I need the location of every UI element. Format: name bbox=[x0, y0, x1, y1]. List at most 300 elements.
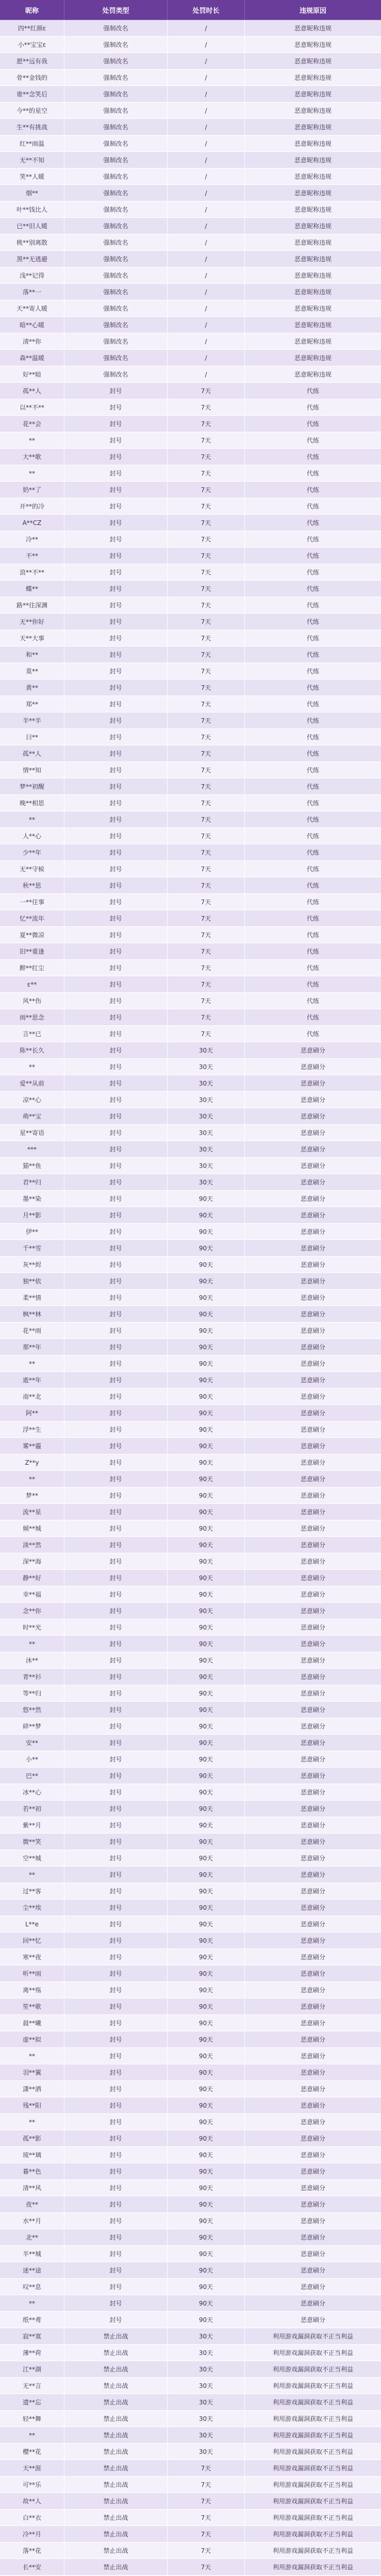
nickname-cell: 安** bbox=[0, 1735, 64, 1751]
penalty-type-cell: 封号 bbox=[64, 2246, 168, 2262]
penalty-type-cell: 封号 bbox=[64, 877, 168, 894]
duration-cell: 90天 bbox=[168, 1636, 245, 1652]
duration-cell: 7天 bbox=[168, 894, 245, 910]
nickname-cell: 冰**心 bbox=[0, 1784, 64, 1801]
duration-cell: 90天 bbox=[168, 1916, 245, 1933]
table-row bbox=[0, 597, 381, 614]
reason-cell: 恶意刷分 bbox=[245, 1141, 381, 1158]
penalty-type-cell: 封号 bbox=[64, 2213, 168, 2229]
reason-cell: 恶意刷分 bbox=[245, 2015, 381, 2031]
nickname-cell: 浮**生 bbox=[0, 1421, 64, 1438]
table-row bbox=[0, 1636, 381, 1652]
table-row bbox=[0, 300, 381, 317]
nickname-cell: 冷**月 bbox=[0, 2526, 64, 2543]
penalty-type-cell: 封号 bbox=[64, 647, 168, 663]
duration-cell: 7天 bbox=[168, 993, 245, 1009]
duration-cell: 7天 bbox=[168, 2493, 245, 2510]
reason-cell: 代练 bbox=[245, 1026, 381, 1042]
nickname-cell: 青**衫 bbox=[0, 1669, 64, 1685]
duration-cell: / bbox=[168, 317, 245, 333]
penalty-type-cell: 封号 bbox=[64, 778, 168, 795]
nickname-cell: 陈**长久 bbox=[0, 1042, 64, 1059]
reason-cell: 代练 bbox=[245, 729, 381, 745]
nickname-cell: 君**归 bbox=[0, 1174, 64, 1191]
nickname-cell: 半**半 bbox=[0, 713, 64, 729]
reason-cell: 恶意刷分 bbox=[245, 2213, 381, 2229]
table-row bbox=[0, 103, 381, 119]
reason-cell: 恶意刷分 bbox=[245, 2163, 381, 2180]
nickname-cell: 长**安 bbox=[0, 2559, 64, 2575]
duration-cell: 90天 bbox=[168, 1801, 245, 1817]
duration-cell: 7天 bbox=[168, 2526, 245, 2543]
table-row bbox=[0, 2130, 381, 2147]
table-row bbox=[0, 1454, 381, 1471]
nickname-cell: 言**已 bbox=[0, 1026, 64, 1042]
reason-cell: 恶意刷分 bbox=[245, 1801, 381, 1817]
table-row bbox=[0, 1009, 381, 1026]
nickname-cell: 空**城 bbox=[0, 1850, 64, 1867]
duration-cell: / bbox=[168, 300, 245, 317]
nickname-cell: 凉**心 bbox=[0, 1092, 64, 1108]
penalty-type-cell: 强制改名 bbox=[64, 333, 168, 350]
table-row bbox=[0, 201, 381, 218]
table-row bbox=[0, 1834, 381, 1850]
nickname-cell: 雨**思念 bbox=[0, 1009, 64, 1026]
duration-cell: 7天 bbox=[168, 828, 245, 844]
reason-cell: 代练 bbox=[245, 581, 381, 597]
nickname-cell: 冷** bbox=[0, 531, 64, 548]
nickname-cell: 清**你 bbox=[0, 333, 64, 350]
nickname-cell: 琉**璃 bbox=[0, 2147, 64, 2163]
table-row bbox=[0, 1438, 381, 1454]
penalty-type-cell: 强制改名 bbox=[64, 119, 168, 135]
reason-cell: 利用游戏漏洞获取不正当利益 bbox=[245, 2510, 381, 2526]
duration-cell: 90天 bbox=[168, 1191, 245, 1207]
nickname-cell: 羽**翼 bbox=[0, 2064, 64, 2081]
header-penalty-type: 处罚类型 bbox=[64, 0, 168, 20]
reason-cell: 利用游戏漏洞获取不正当利益 bbox=[245, 2328, 381, 2345]
table-row bbox=[0, 366, 381, 383]
duration-cell: 7天 bbox=[168, 910, 245, 927]
nickname-cell: 小** bbox=[0, 1751, 64, 1768]
reason-cell: 恶意昵称违规 bbox=[245, 103, 381, 119]
nickname-cell: ** bbox=[0, 432, 64, 449]
reason-cell: 恶意刷分 bbox=[245, 1273, 381, 1290]
penalty-type-cell: 封号 bbox=[64, 2196, 168, 2213]
penalty-type-cell: 禁止出战 bbox=[64, 2493, 168, 2510]
reason-cell: 利用游戏漏洞获取不正当利益 bbox=[245, 2543, 381, 2559]
nickname-cell: 落**一 bbox=[0, 284, 64, 300]
table-row bbox=[0, 86, 381, 103]
reason-cell: 代练 bbox=[245, 630, 381, 647]
reason-cell: 代练 bbox=[245, 564, 381, 581]
nickname-cell: 江**湖 bbox=[0, 2361, 64, 2378]
table-row bbox=[0, 1735, 381, 1751]
table-row bbox=[0, 1751, 381, 1768]
nickname-cell: ** bbox=[0, 2048, 64, 2064]
duration-cell: 90天 bbox=[168, 1900, 245, 1916]
duration-cell: / bbox=[168, 103, 245, 119]
penalty-type-cell: 封号 bbox=[64, 910, 168, 927]
reason-cell: 恶意刷分 bbox=[245, 1570, 381, 1586]
table-row bbox=[0, 1207, 381, 1224]
nickname-cell: 回**忆 bbox=[0, 1933, 64, 1949]
nickname-cell: 墨**染 bbox=[0, 1191, 64, 1207]
duration-cell: 7天 bbox=[168, 762, 245, 778]
duration-cell: 7天 bbox=[168, 663, 245, 680]
duration-cell: 90天 bbox=[168, 1652, 245, 1669]
nickname-cell: 梦** bbox=[0, 1487, 64, 1504]
penalty-type-cell: 封号 bbox=[64, 432, 168, 449]
penalty-type-cell: 封号 bbox=[64, 828, 168, 844]
duration-cell: 7天 bbox=[168, 2460, 245, 2477]
duration-cell: 7天 bbox=[168, 877, 245, 894]
table-row bbox=[0, 1619, 381, 1636]
reason-cell: 恶意刷分 bbox=[245, 1454, 381, 1471]
nickname-cell: ε** bbox=[0, 976, 64, 993]
penalty-type-cell: 强制改名 bbox=[64, 103, 168, 119]
table-row bbox=[0, 333, 381, 350]
reason-cell: 恶意刷分 bbox=[245, 1553, 381, 1570]
reason-cell: 利用游戏漏洞获取不正当利益 bbox=[245, 2493, 381, 2510]
penalty-type-cell: 封号 bbox=[64, 399, 168, 416]
penalty-type-cell: 封号 bbox=[64, 1965, 168, 1982]
duration-cell: 90天 bbox=[168, 1586, 245, 1603]
nickname-cell: 天**寄人暖 bbox=[0, 300, 64, 317]
duration-cell: 90天 bbox=[168, 2262, 245, 2279]
penalty-type-cell: 封号 bbox=[64, 2312, 168, 2328]
duration-cell: 7天 bbox=[168, 861, 245, 877]
table-row bbox=[0, 1355, 381, 1372]
table-row bbox=[0, 531, 381, 548]
duration-cell: 7天 bbox=[168, 1009, 245, 1026]
table-row bbox=[0, 1290, 381, 1306]
duration-cell: 7天 bbox=[168, 531, 245, 548]
duration-cell: 90天 bbox=[168, 2279, 245, 2295]
nickname-cell: 蝶** bbox=[0, 581, 64, 597]
duration-cell: / bbox=[168, 333, 245, 350]
reason-cell: 代练 bbox=[245, 498, 381, 515]
nickname-cell: 夜** bbox=[0, 2196, 64, 2213]
nickname-cell: 路**往深渊 bbox=[0, 597, 64, 614]
nickname-cell: 残**阳 bbox=[0, 2097, 64, 2114]
table-row bbox=[0, 1850, 381, 1867]
reason-cell: 代练 bbox=[245, 399, 381, 416]
table-row bbox=[0, 2411, 381, 2427]
reason-cell: 恶意刷分 bbox=[245, 1174, 381, 1191]
table-row bbox=[0, 2295, 381, 2312]
nickname-cell: 离**殇 bbox=[0, 1982, 64, 1998]
penalty-type-cell: 封号 bbox=[64, 1009, 168, 1026]
table-row bbox=[0, 2196, 381, 2213]
penalty-type-cell: 封号 bbox=[64, 1454, 168, 1471]
table-row bbox=[0, 1586, 381, 1603]
nickname-cell: 情**知 bbox=[0, 762, 64, 778]
penalty-type-cell: 封号 bbox=[64, 2130, 168, 2147]
nickname-cell: 阿** bbox=[0, 1405, 64, 1421]
duration-cell: 90天 bbox=[168, 1207, 245, 1224]
nickname-cell: 桃**别离散 bbox=[0, 234, 64, 251]
nickname-cell: *** bbox=[0, 1141, 64, 1158]
reason-cell: 恶意刷分 bbox=[245, 1784, 381, 1801]
duration-cell: 30天 bbox=[168, 2444, 245, 2460]
nickname-cell: 秋**思 bbox=[0, 877, 64, 894]
table-row bbox=[0, 2460, 381, 2477]
reason-cell: 恶意刷分 bbox=[245, 1702, 381, 1718]
table-row bbox=[0, 1570, 381, 1586]
duration-cell: 90天 bbox=[168, 1768, 245, 1784]
reason-cell: 恶意昵称违规 bbox=[245, 53, 381, 70]
duration-cell: 7天 bbox=[168, 745, 245, 762]
duration-cell: 90天 bbox=[168, 1290, 245, 1306]
penalty-type-cell: 禁止出战 bbox=[64, 2427, 168, 2444]
duration-cell: 7天 bbox=[168, 482, 245, 498]
table-row bbox=[0, 1520, 381, 1537]
reason-cell: 恶意刷分 bbox=[245, 2279, 381, 2295]
penalty-type-cell: 封号 bbox=[64, 1339, 168, 1355]
penalty-type-cell: 封号 bbox=[64, 1751, 168, 1768]
reason-cell: 恶意刷分 bbox=[245, 2064, 381, 2081]
reason-cell: 代练 bbox=[245, 894, 381, 910]
reason-cell: 恶意昵称违规 bbox=[245, 86, 381, 103]
nickname-cell: 纸**鸢 bbox=[0, 2312, 64, 2328]
reason-cell: 利用游戏漏洞获取不正当利益 bbox=[245, 2411, 381, 2427]
penalty-type-cell: 封号 bbox=[64, 1669, 168, 1685]
reason-cell: 代练 bbox=[245, 531, 381, 548]
nickname-cell: 笙**歌 bbox=[0, 1998, 64, 2015]
table-row bbox=[0, 251, 381, 267]
nickname-cell: 巴** bbox=[0, 1768, 64, 1784]
nickname-cell: 夏**微凉 bbox=[0, 927, 64, 943]
penalty-type-cell: 封号 bbox=[64, 531, 168, 548]
table-row bbox=[0, 1603, 381, 1619]
table-row bbox=[0, 943, 381, 960]
nickname-cell: 天**大事 bbox=[0, 630, 64, 647]
table-row bbox=[0, 2180, 381, 2196]
table-row bbox=[0, 2394, 381, 2411]
reason-cell: 代练 bbox=[245, 1009, 381, 1026]
nickname-cell: 晚**相思 bbox=[0, 795, 64, 811]
nickname-cell: 愿**远有我 bbox=[0, 53, 64, 70]
reason-cell: 利用游戏漏洞获取不正当利益 bbox=[245, 2526, 381, 2543]
reason-cell: 利用游戏漏洞获取不正当利益 bbox=[245, 2427, 381, 2444]
penalty-type-cell: 封号 bbox=[64, 1471, 168, 1487]
duration-cell: 7天 bbox=[168, 647, 245, 663]
table-row bbox=[0, 416, 381, 432]
penalty-type-cell: 禁止出战 bbox=[64, 2559, 168, 2575]
penalty-type-cell: 封号 bbox=[64, 1388, 168, 1405]
reason-cell: 恶意昵称违规 bbox=[245, 251, 381, 267]
penalty-type-cell: 封号 bbox=[64, 1718, 168, 1735]
table-row bbox=[0, 795, 381, 811]
duration-cell: 7天 bbox=[168, 465, 245, 482]
penalty-type-cell: 禁止出战 bbox=[64, 2345, 168, 2361]
nickname-cell: 孤**影 bbox=[0, 2130, 64, 2147]
table-row bbox=[0, 1158, 381, 1174]
nickname-cell: 可**乐 bbox=[0, 2477, 64, 2493]
duration-cell: 90天 bbox=[168, 1273, 245, 1290]
reason-cell: 恶意刷分 bbox=[245, 1075, 381, 1092]
penalty-type-cell: 封号 bbox=[64, 564, 168, 581]
reason-cell: 代练 bbox=[245, 383, 381, 399]
nickname-cell: 静**好 bbox=[0, 1570, 64, 1586]
nickname-cell: 浪**不** bbox=[0, 564, 64, 581]
penalty-type-cell: 封号 bbox=[64, 1421, 168, 1438]
reason-cell: 恶意刷分 bbox=[245, 1108, 381, 1125]
reason-cell: 恶意刷分 bbox=[245, 1388, 381, 1405]
penalty-type-cell: 封号 bbox=[64, 1438, 168, 1454]
nickname-cell: 轻**舞 bbox=[0, 2411, 64, 2427]
reason-cell: 恶意刷分 bbox=[245, 1125, 381, 1141]
duration-cell: 90天 bbox=[168, 1619, 245, 1636]
nickname-cell: Z**y bbox=[0, 1454, 64, 1471]
table-row bbox=[0, 1949, 381, 1965]
duration-cell: 90天 bbox=[168, 1998, 245, 2015]
reason-cell: 恶意刷分 bbox=[245, 2180, 381, 2196]
nickname-cell: 寂**寞 bbox=[0, 2328, 64, 2345]
duration-cell: 90天 bbox=[168, 1537, 245, 1553]
penalty-type-cell: 强制改名 bbox=[64, 267, 168, 284]
table-row bbox=[0, 614, 381, 630]
table-row bbox=[0, 498, 381, 515]
penalty-type-cell: 封号 bbox=[64, 861, 168, 877]
nickname-cell: 南**北 bbox=[0, 1388, 64, 1405]
table-row bbox=[0, 2213, 381, 2229]
duration-cell: 90天 bbox=[168, 1504, 245, 1520]
table-row bbox=[0, 844, 381, 861]
nickname-cell: 千**雪 bbox=[0, 1240, 64, 1257]
nickname-cell: 清**风 bbox=[0, 2180, 64, 2196]
nickname-cell: 潇**洒 bbox=[0, 2081, 64, 2097]
duration-cell: 7天 bbox=[168, 2543, 245, 2559]
nickname-cell: 旧**重逢 bbox=[0, 943, 64, 960]
duration-cell: 7天 bbox=[168, 564, 245, 581]
duration-cell: / bbox=[168, 168, 245, 185]
reason-cell: 恶意昵称违规 bbox=[245, 333, 381, 350]
reason-cell: 代练 bbox=[245, 778, 381, 795]
nickname-cell: 碎**梦 bbox=[0, 1718, 64, 1735]
nickname-cell: 寒**夜 bbox=[0, 1949, 64, 1965]
reason-cell: 恶意刷分 bbox=[245, 1158, 381, 1174]
reason-cell: 恶意刷分 bbox=[245, 1191, 381, 1207]
penalty-type-cell: 封号 bbox=[64, 2147, 168, 2163]
table-row bbox=[0, 2246, 381, 2262]
table-row bbox=[0, 2048, 381, 2064]
penalty-type-cell: 强制改名 bbox=[64, 284, 168, 300]
duration-cell: 30天 bbox=[168, 1092, 245, 1108]
duration-cell: 90天 bbox=[168, 1933, 245, 1949]
table-row bbox=[0, 432, 381, 449]
duration-cell: 90天 bbox=[168, 1570, 245, 1586]
penalty-type-cell: 封号 bbox=[64, 2015, 168, 2031]
penalty-type-cell: 封号 bbox=[64, 1834, 168, 1850]
nickname-cell: 无**言 bbox=[0, 2378, 64, 2394]
penalty-type-cell: 封号 bbox=[64, 1158, 168, 1174]
nickname-cell: 深**海 bbox=[0, 1553, 64, 1570]
table-row bbox=[0, 2064, 381, 2081]
nickname-cell: ** bbox=[0, 2427, 64, 2444]
reason-cell: 恶意昵称违规 bbox=[245, 366, 381, 383]
table-row bbox=[0, 713, 381, 729]
penalty-type-cell: 封号 bbox=[64, 482, 168, 498]
nickname-cell: 无**不知 bbox=[0, 152, 64, 168]
nickname-cell: 花**会 bbox=[0, 416, 64, 432]
table-row bbox=[0, 1125, 381, 1141]
duration-cell: 90天 bbox=[168, 1487, 245, 1504]
duration-cell: 7天 bbox=[168, 729, 245, 745]
table-row bbox=[0, 1339, 381, 1355]
penalty-type-cell: 封号 bbox=[64, 1257, 168, 1273]
penalty-type-cell: 封号 bbox=[64, 1504, 168, 1520]
table-row bbox=[0, 729, 381, 745]
nickname-cell: 大**歌 bbox=[0, 449, 64, 465]
nickname-cell: 流**星 bbox=[0, 1504, 64, 1520]
penalty-type-cell: 封号 bbox=[64, 2048, 168, 2064]
penalty-type-cell: 强制改名 bbox=[64, 234, 168, 251]
table-row bbox=[0, 1372, 381, 1388]
table-row bbox=[0, 1685, 381, 1702]
table-row bbox=[0, 2361, 381, 2378]
penalty-type-cell: 封号 bbox=[64, 1042, 168, 1059]
nickname-cell: 好**暗 bbox=[0, 366, 64, 383]
table-row bbox=[0, 828, 381, 844]
reason-cell: 恶意刷分 bbox=[245, 1768, 381, 1784]
nickname-cell: 无**守候 bbox=[0, 861, 64, 877]
penalty-type-cell: 封号 bbox=[64, 1702, 168, 1718]
table-row bbox=[0, 861, 381, 877]
nickname-cell: 烟** bbox=[0, 185, 64, 201]
penalty-type-cell: 强制改名 bbox=[64, 70, 168, 86]
table-row bbox=[0, 449, 381, 465]
reason-cell: 恶意刷分 bbox=[245, 1949, 381, 1965]
duration-cell: 30天 bbox=[168, 2328, 245, 2345]
penalty-type-cell: 封号 bbox=[64, 1108, 168, 1125]
table-row bbox=[0, 383, 381, 399]
header-reason: 违规原因 bbox=[245, 0, 381, 20]
penalty-type-cell: 禁止出战 bbox=[64, 2411, 168, 2427]
nickname-cell: 故**人 bbox=[0, 2493, 64, 2510]
nickname-cell: 浅**记得 bbox=[0, 267, 64, 284]
table-row bbox=[0, 1240, 381, 1257]
table-row bbox=[0, 811, 381, 828]
table-row bbox=[0, 1768, 381, 1784]
duration-cell: 7天 bbox=[168, 960, 245, 976]
penalty-type-cell: 禁止出战 bbox=[64, 2328, 168, 2345]
penalty-type-cell: 封号 bbox=[64, 1405, 168, 1421]
reason-cell: 恶意昵称违规 bbox=[245, 218, 381, 234]
nickname-cell: ** bbox=[0, 1636, 64, 1652]
reason-cell: 恶意刷分 bbox=[245, 1323, 381, 1339]
nickname-cell: 猫**鱼 bbox=[0, 1158, 64, 1174]
duration-cell: 30天 bbox=[168, 1125, 245, 1141]
penalty-type-cell: 封号 bbox=[64, 2097, 168, 2114]
duration-cell: 7天 bbox=[168, 498, 245, 515]
table-row bbox=[0, 1421, 381, 1438]
penalty-type-cell: 封号 bbox=[64, 1355, 168, 1372]
reason-cell: 代练 bbox=[245, 927, 381, 943]
nickname-cell: 半**城 bbox=[0, 2246, 64, 2262]
reason-cell: 恶意刷分 bbox=[245, 1636, 381, 1652]
table-row bbox=[0, 2031, 381, 2048]
penalty-type-cell: 封号 bbox=[64, 1273, 168, 1290]
table-row bbox=[0, 564, 381, 581]
penalty-type-cell: 禁止出战 bbox=[64, 2444, 168, 2460]
penalty-type-cell: 封号 bbox=[64, 2081, 168, 2097]
nickname-cell: 孤**人 bbox=[0, 745, 64, 762]
table-row bbox=[0, 2312, 381, 2328]
reason-cell: 恶意昵称违规 bbox=[245, 300, 381, 317]
reason-cell: 恶意刷分 bbox=[245, 1290, 381, 1306]
